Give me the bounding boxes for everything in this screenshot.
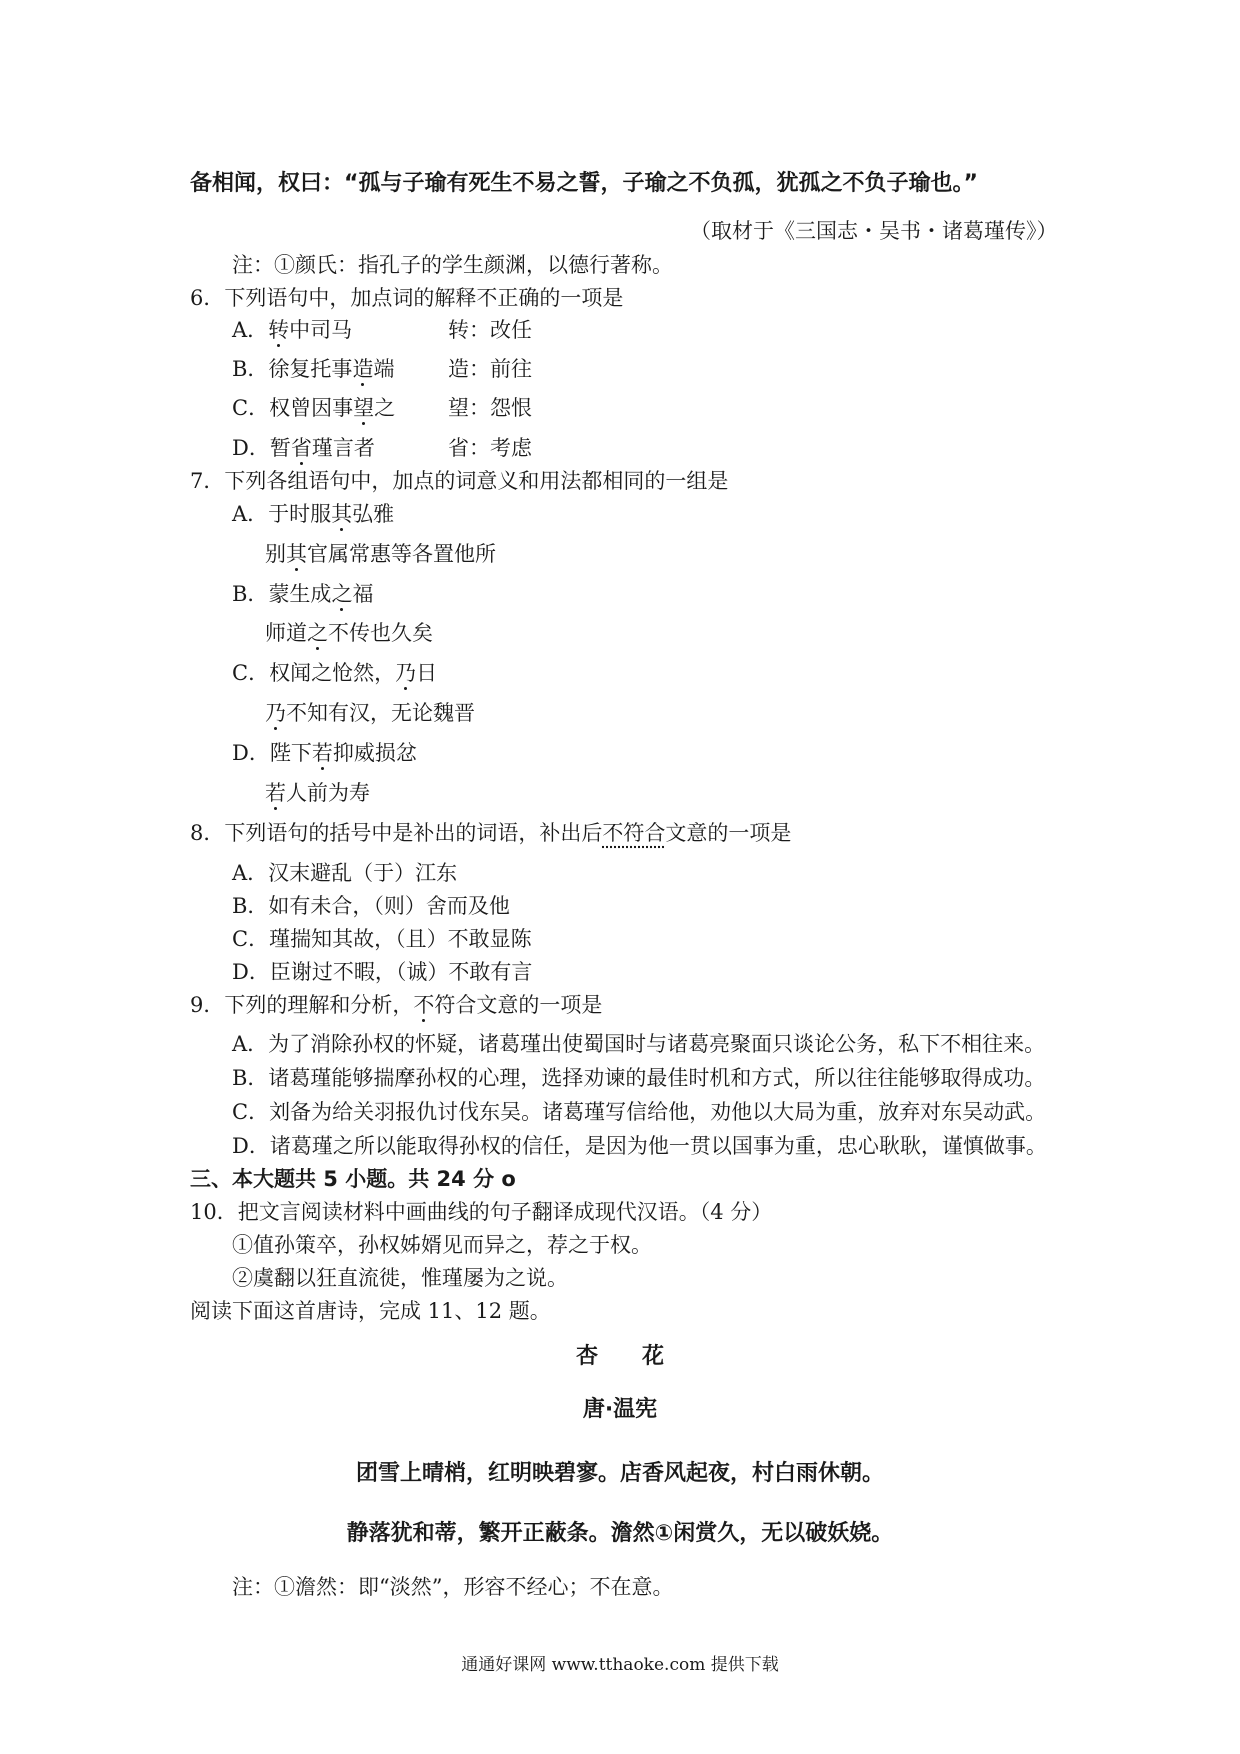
dotted-word: 其 — [286, 542, 307, 566]
q7-option-a-s2 — [265, 540, 496, 568]
dotted-word: 乃 — [265, 701, 286, 725]
q9-option-b: B．诸葛瑾能够揣摩孙权的心理，选择劝谏的最佳时机和方式，所以往往能够取得成功。 — [232, 1066, 1046, 1090]
q10-item-1: ①值孙策卒，孙权姊婿见而异之，荐之于权。 — [232, 1233, 652, 1257]
dotted-word: 之 — [331, 582, 353, 606]
sentence-post: 日 — [416, 661, 438, 685]
q6-gloss-d: 省：考虑 — [448, 436, 532, 460]
option-text-post: 瑾言者 — [311, 436, 375, 460]
option-label: A． — [232, 318, 269, 342]
q8-option-b: B．如有未合，（则）舍而及他 — [232, 894, 510, 918]
stem-post: 符合文意的一项是 — [434, 993, 603, 1017]
q8-option-d: D．臣谢过不暇，（诚）不敢有言 — [232, 960, 533, 984]
q9-option-c: C．刘备为给关羽报仇讨伐东吴。诸葛瑾写信给他，劝他以大局为重，放弃对东吴动武。 — [232, 1100, 1047, 1124]
sentence-pre: 陛下 — [269, 741, 312, 765]
dotted-word: 不 — [413, 993, 435, 1017]
option-text-post: 中司马 — [289, 318, 353, 342]
sentence-pre: 权闻之怆然， — [269, 661, 396, 685]
sentence-post: 弘雅 — [352, 502, 395, 526]
sentence-pre: 蒙生成 — [268, 582, 332, 606]
q7-option-b-s1 — [232, 580, 373, 608]
q6-option-d — [232, 434, 375, 462]
sentence-post: 人前为寿 — [286, 781, 370, 805]
dotted-word: 望 — [353, 396, 375, 420]
sentence-pre: 于时服 — [268, 502, 332, 526]
dotted-word: 若 — [265, 781, 286, 805]
option-label: B． — [232, 357, 269, 381]
q7-option-d-s2 — [265, 779, 370, 807]
option-text-pre: 权曾因事 — [269, 396, 354, 420]
poem-line-2: 静落犹和蒂，繁开正蔽条。澹然①闲赏久，无以破妖娆。 — [346, 1521, 894, 1546]
option-label: D． — [232, 436, 270, 460]
option-text-pre: 徐复托事 — [268, 357, 353, 381]
footer-text: 通通好课网 www.tthaoke.com 提供下载 — [461, 1655, 779, 1675]
q9-stem — [190, 991, 602, 1019]
passage-quote-line: 备相闻，权曰：“孤与子瑜有死生不易之誓，子瑜之不负孤，犹孤之不负子瑜也。” — [190, 171, 978, 196]
option-label: D． — [232, 741, 270, 765]
sentence-post: 福 — [352, 582, 374, 606]
dotted-word: 乃 — [395, 661, 417, 685]
dotted-word: 造 — [352, 357, 374, 381]
dotted-word: 若 — [311, 741, 333, 765]
q9-option-d: D．诸葛瑾之所以能取得孙权的信任，是因为他一贯以国事为重，忠心耿耿，谨慎做事。 — [232, 1134, 1047, 1158]
option-label: C． — [232, 661, 270, 685]
passage-note: 注：①颜氏：指孔子的学生颜渊，以德行著称。 — [232, 253, 673, 277]
option-text-pre: 暂 — [269, 436, 291, 460]
option-text-post: 端 — [373, 357, 395, 381]
poem-note: 注：①澹然：即“淡然”，形容不经心；不在意。 — [232, 1575, 674, 1599]
sentence-pre: 师道 — [265, 621, 307, 645]
q10-item-2: ②虞翻以狂直流徙，惟瑾屡为之说。 — [232, 1266, 568, 1290]
q7-option-b-s2 — [265, 619, 433, 647]
stem-post: 文意的一项是 — [665, 821, 792, 845]
passage-source: （取材于《三国志・吴书・诸葛瑾传》） — [690, 219, 1058, 243]
stem-pre: 8．下列语句的括号中是补出的词语，补出后 — [190, 821, 603, 845]
dotted-word: 转 — [268, 318, 290, 342]
sentence-post: 不知有汉，无论魏晋 — [286, 701, 475, 725]
q8-option-a: A．汉末避乱（于）江东 — [232, 861, 458, 885]
dotted-word: 之 — [307, 621, 328, 645]
option-label: A． — [232, 502, 269, 526]
option-text-post: 之 — [374, 396, 396, 420]
q7-option-a-s1 — [232, 500, 394, 528]
poem-author: 唐·温宪 — [582, 1397, 658, 1422]
dotted-word: 不符合 — [602, 821, 666, 845]
sentence-post: 官属常惠等各置他所 — [307, 542, 496, 566]
q7-option-c-s1 — [232, 659, 437, 687]
q7-stem: 7．下列各组语句中，加点的词意义和用法都相同的一组是 — [190, 469, 729, 493]
q6-option-c — [232, 394, 395, 422]
dotted-word: 其 — [331, 502, 353, 526]
sentence-post: 不传也久矣 — [328, 621, 433, 645]
q8-option-c: C．瑾揣知其故，（且）不敢显陈 — [232, 927, 532, 951]
q10-stem: 10．把文言阅读材料中画曲线的句子翻译成现代汉语。（4 分） — [190, 1200, 773, 1224]
q7-option-c-s2 — [265, 699, 475, 727]
section-3-heading: 三、本大题共 5 小题。共 24 分 o — [190, 1167, 516, 1191]
q6-gloss-b: 造：前往 — [448, 357, 532, 381]
q8-stem — [190, 819, 791, 847]
dotted-word: 省 — [290, 436, 312, 460]
sentence-pre: 别 — [265, 542, 286, 566]
q6-option-b — [232, 355, 394, 383]
q9-option-a: A．为了消除孙权的怀疑，诸葛瑾出使蜀国时与诸葛亮聚面只谈论公务，私下不相往来。 — [232, 1032, 1046, 1056]
stem-pre: 9．下列的理解和分析， — [190, 993, 414, 1017]
q6-option-a — [232, 316, 352, 344]
option-label: C． — [232, 396, 270, 420]
q6-stem: 6．下列语句中，加点词的解释不正确的一项是 — [190, 286, 624, 310]
q6-gloss-c: 望：怨恨 — [448, 396, 532, 420]
poem-intro: 阅读下面这首唐诗，完成 11、12 题。 — [190, 1299, 551, 1323]
q7-option-d-s1 — [232, 739, 417, 767]
option-label: B． — [232, 582, 269, 606]
sentence-post: 抑威损忿 — [332, 741, 417, 765]
poem-line-1: 团雪上晴梢，红明映碧寥。店香风起夜，村白雨休朝。 — [355, 1461, 884, 1486]
poem-title: 杏 花 — [575, 1344, 664, 1369]
q6-gloss-a: 转：改任 — [448, 318, 532, 342]
